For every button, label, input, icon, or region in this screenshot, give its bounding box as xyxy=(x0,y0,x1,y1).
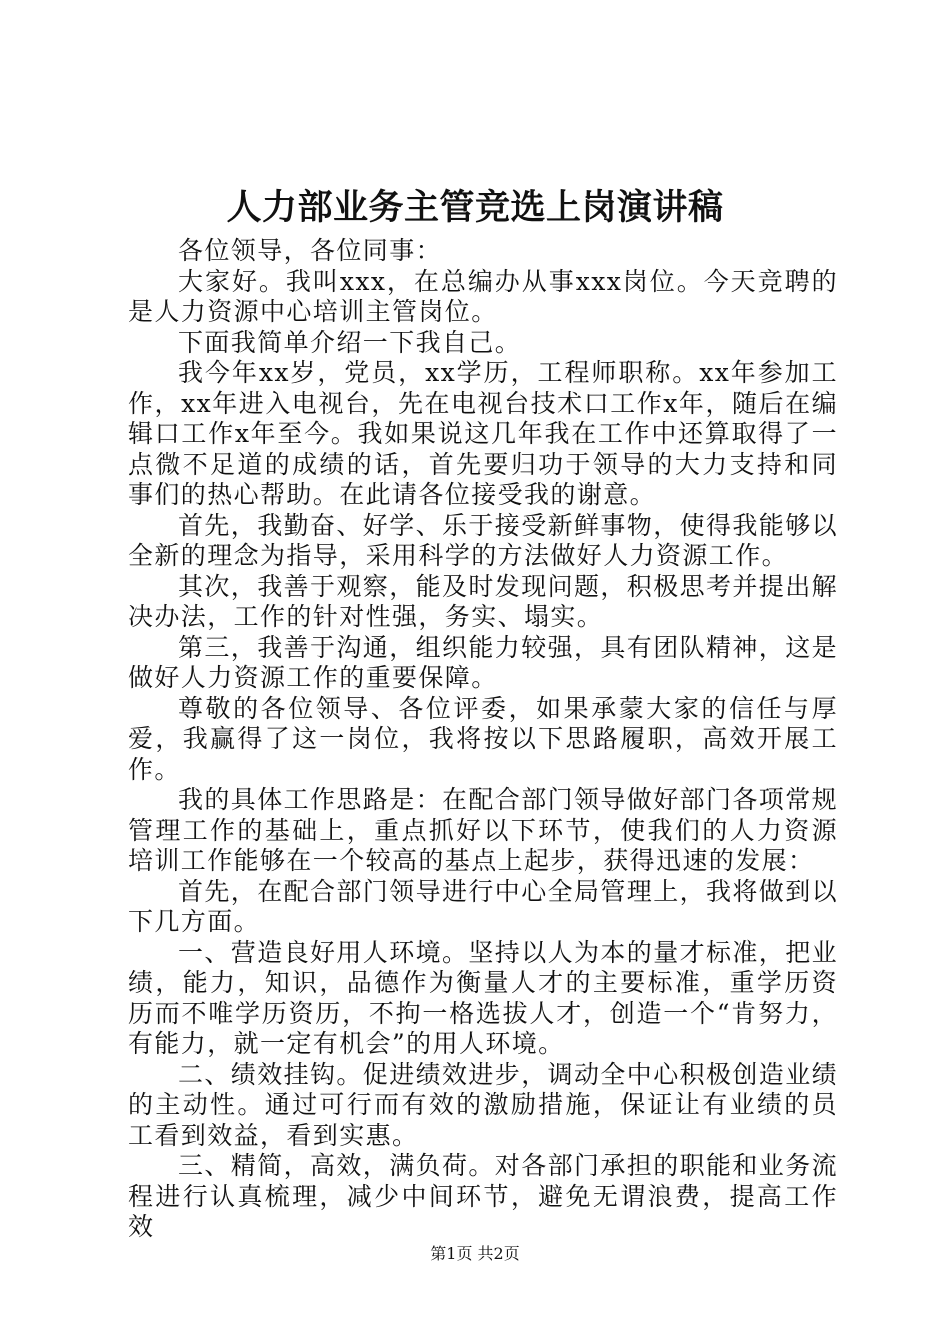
paragraph: 我的具体工作思路是：在配合部门领导做好部门各项常规管理工作的基础上，重点抓好以下环节，使我们的人力资源培训工作能够在一个较高的基点上起步，获得迅速的发展： xyxy=(128,785,839,875)
paragraph: 尊敬的各位领导、各位评委，如果承蒙大家的信任与厚爱，我赢得了这一岗位，我将按以下思路履职，高效开展工作。 xyxy=(128,693,838,784)
paragraph: 第三，我善于沟通，组织能力较强，具有团队精神，这是做好人力资源工作的重要保障。 xyxy=(128,632,839,692)
paragraph: 下面我简单介绍一下我自己。 xyxy=(178,327,522,357)
paragraph: 二、绩效挂钩。促进绩效进步，调动全中心积极创造业绩的主动性。通过可行而有效的激励措施，保证让有业绩的员工看到效益，看到实惠。 xyxy=(128,1059,839,1150)
document-body xyxy=(128,236,838,1243)
document-title: 人力部业务主管竞选上岗演讲稿 xyxy=(226,187,724,228)
paragraph: 各位领导，各位同事： xyxy=(178,236,443,265)
paragraph: 我今年xx岁，党员，xx学历，工程师职称。xx年参加工作，xx年进入电视台，先在电视台技术口工作x年，随后在编辑口工作x年至今。我如果说这几年我在工作中还算取得了一点微不足道的成绩的话，首先要归功于领导的大力支持和同事们的热心帮助。在此请各位接受我的谢意。 xyxy=(128,358,838,509)
paragraph: 三、精简，高效，满负荷。对各部门承担的职能和业务流程进行认真梳理，减少中间环节，避免无谓浪费，提高工作效 xyxy=(128,1151,839,1241)
paragraph: 首先，在配合部门领导进行中心全局管理上，我将做到以下几方面。 xyxy=(128,876,839,936)
paragraph: 其次，我善于观察，能及时发现问题，积极思考并提出解决办法，工作的针对性强，务实、塌实。 xyxy=(128,571,839,631)
paragraph: 大家好。我叫xxx，在总编办从事xxx岗位。今天竞聘的是人力资源中心培训主管岗位。 xyxy=(128,266,838,326)
paragraph: 一、营造良好用人环境。坚持以人为本的量才标准，把业绩，能力，知识，品德作为衡量人才的主要标准，重学历资历而不唯学历资历，不拘一格选拔人才，创造一个“肯努力，有能力，就一定有机会”的用人环境。 xyxy=(128,937,839,1058)
paragraph: 首先，我勤奋、好学、乐于接受新鲜事物，使得我能够以全新的理念为指导，采用科学的方法做好人力资源工作。 xyxy=(128,510,839,570)
page-footer: 第1页 共2页 xyxy=(430,1244,520,1263)
